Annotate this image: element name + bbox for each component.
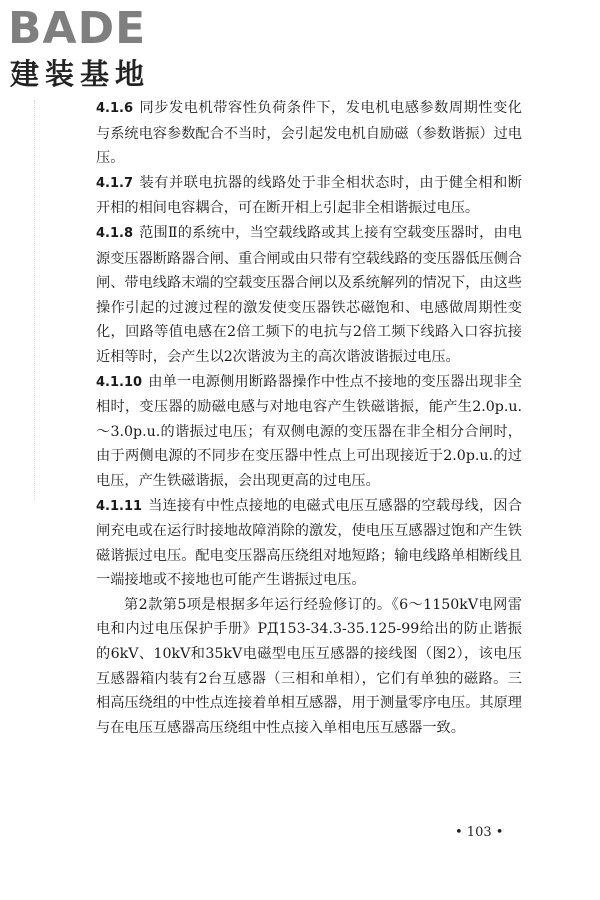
logo-subtitle: 建装基地 (10, 57, 151, 91)
clause-text: 同步发电机带容性负荷条件下，发电机电感参数周期性变化与系统电容参数配合不当时，会引起发电机自励磁（参数谐振）过电压。 (96, 100, 522, 167)
clause-4-1-8 (96, 221, 522, 370)
clause-number: 4.1.8 (96, 225, 134, 241)
clause-text: 当连接有中性点接地的电磁式电压互感器的空载母线，因合闸充电或在运行时接地故障消除的激发，使电压互感器过饱和产生铁磁谐振过电压。配电变压器高压绕组对地短路；输电线路单相断线且一端接地或不接地也可能产生谐振过电压。 (96, 497, 522, 589)
clause-number: 4.1.6 (96, 101, 134, 116)
clause-number: 4.1.11 (96, 498, 143, 514)
clause-text: 范围Ⅱ的系统中，当空载线路或其上接有空载变压器时，由电源变压器断路器合闸、重合闸或由只带有空载线路的变压器低压侧合闸、带电线路末端的空载变压器合闸以及系统解列的情况下，由这些操作引起的过渡过程的激发使变压器铁芯磁饱和、电感做周期性变化，回路等值电感在2倍工频下的电抗与2倍工频下线路入口容抗接近相等时，会产生以2次谐波为主的高次谐波谐振过电压。 (96, 224, 522, 365)
clause-number: 4.1.7 (96, 175, 134, 191)
page-number: • 103 • (455, 825, 504, 840)
clause-4-1-7 (96, 171, 522, 221)
document-body (96, 96, 522, 740)
clause-4-1-10 (96, 370, 522, 494)
brand-logo (8, 4, 178, 96)
logo-brand-text: BADE (8, 3, 147, 54)
clause-text: 装有并联电抗器的线路处于非全相状态时，由于健全相和断开相的相间电容耦合，可在断开相上引起非全相谐振过电压。 (96, 174, 522, 217)
closing-paragraph: 第2款第5项是根据多年运行经验修订的。《6～1150kV电网雷电和内过电压保护手册》РД153-34.3-35.125-99给出的防止谐振的6kV、10kV和35kV电磁型电压互感器的接线图（图2），该电压互感器箱内装有2台互感器（三相和单相），它们有单独的磁路。三相高压绕组的中性点连接着单相互感器，用于测量零序电压。其原理与在电压互感器高压绕组中性点接入单相电压互感器一致。 (96, 596, 522, 736)
clause-number: 4.1.10 (96, 374, 143, 390)
clause-text: 由单一电源侧用断路器操作中性点不接地的变压器出现非全相时，变压器的励磁电感与对地电容产生铁磁谐振，能产生2.0p.u.～3.0p.u.的谐振过电压；有双侧电源的变压器在非全相分合闸时，由于两侧电源的不同步在变压器中性点上可出现接近于2.0p.u.的过电压，产生铁磁谐振，会出现更高的过电压。 (96, 373, 522, 489)
clause-4-1-11 (96, 494, 522, 593)
binding-margin-dots (34, 100, 37, 500)
clause-4-1-6 (96, 96, 522, 171)
